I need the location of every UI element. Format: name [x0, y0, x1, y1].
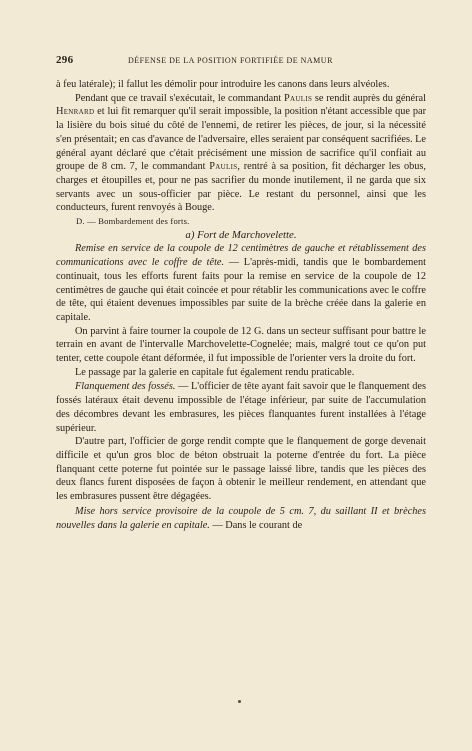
paragraph-text: , rentré à sa position, fit décharger les obus, charges et étoupilles et, pour ne pas sacrifier du monde inutilement, il ne garda que six servants avec un sous-officier par pièce. Le restant du personnel, ainsi que les conducteurs, furent renvoyés à Bouge.	[56, 161, 426, 214]
paragraph-text: — L'officier de tête ayant fait savoir que le flanquement des fossés latéraux était devenu impossible de l'étage inférieur, par suite de l'accumulation des décombres devant les embrasures, les pièces flanquantes furent installées à l'étage supérieur.	[56, 381, 427, 434]
footer-mark	[238, 700, 241, 703]
paragraph-text: — L'après-midi, tandis que le bombardement continuait, tous les efforts furent faits pour la remise en service de la coupole de 12 centimètres de gauche qui était coincée et pour rétablir les communications avec le coffre de tête, qui étaient devenues impossibles par suite de la brèche créée dans la galerie en capitale.	[56, 257, 426, 323]
paragraph: à feu latérale); il fallut les démolir pour introduire les canons dans leurs alvéoles.	[56, 79, 390, 90]
paragraph-title: Flanquement des fossés.	[75, 381, 176, 393]
paragraph: Le passage par la galerie en capitale fut également rendu praticable.	[75, 366, 355, 378]
page-body	[56, 78, 426, 532]
paragraph-text: se rendit auprès du général	[312, 92, 426, 104]
paragraph-text: et lui fit remarquer qu'il serait impossible, la position n'étant accessible que par la lisière du bois situé du côté de l'ennemi, de retirer les pièces, de jour, si la nécessité s'en présentait; en cas d'avance de l'adversaire, elles seraient par conséquent sacrifiées. Le général ayant déclaré que c'était précisément une mission de sacrifice qu'il confiait au groupe de 8 cm. 7, le commandant	[56, 106, 426, 173]
paragraph-text: — Dans le courant de	[209, 519, 303, 531]
person-name: Paulis	[209, 161, 238, 173]
paragraph-title: Mise hors service provisoire de la coupole de 5 cm. 7, du saillant II et brèches nouvelles dans la galerie en capitale.	[56, 505, 426, 531]
paragraph: On parvint à faire tourner la coupole de 12 G. dans un secteur suffisant pour battre le terrain en avant de l'intervalle Marchovelette-Cognelée; mais, malgré tout ce qu'on put tenter, cette coupole étant déformée, il fut impossible de l'orienter vers la droite du fort.	[56, 325, 426, 365]
person-name: Paulis	[284, 92, 313, 104]
paragraph: D'autre part, l'officier de gorge rendit compte que le flanquement de gorge devenait difficile et qu'un gros bloc de béton obstruait la poterne d'entrée du fort. La pièce flanquant cette poterne fut pointée sur le passage laissé libre, tandis que les pièces des deux flancs furent disposées de façon à obtenir le meilleur rendement, en attendant que les embrasures pussent être dégagées.	[56, 436, 426, 503]
paragraph	[56, 380, 426, 435]
person-name: Henrard	[56, 106, 95, 118]
paragraph-title: Remise en service de la coupole de 12 centimètres de gauche et rétablissement des communications avec le coffre de tête.	[56, 243, 426, 269]
running-head: DÉFENSE DE LA POSITION FORTIFIÉE DE NAMUR	[128, 56, 333, 65]
page-header	[0, 54, 472, 70]
page-number: 296	[56, 54, 74, 66]
paragraph-text: Pendant que ce travail s'exécutait, le commandant	[75, 92, 284, 104]
paragraph	[56, 242, 426, 324]
paragraph	[56, 505, 426, 532]
section-heading: D. — Bombardement des forts.	[76, 216, 190, 227]
paragraph	[56, 92, 426, 215]
subsection-heading: a) Fort de Marchovelette.	[185, 228, 297, 241]
